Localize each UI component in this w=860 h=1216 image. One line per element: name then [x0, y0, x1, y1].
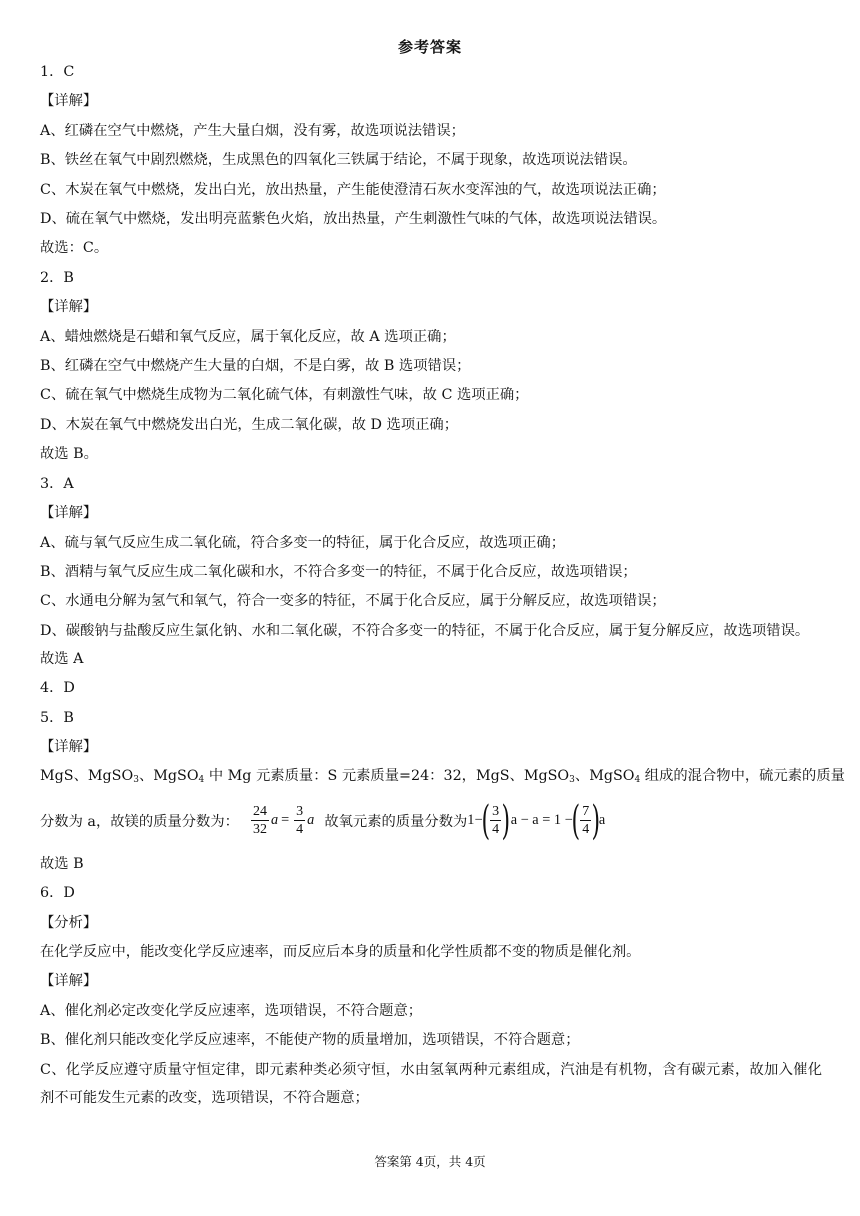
var-a-1: a — [270, 812, 279, 829]
q2-option-d: D、木炭在氧气中燃烧发出白光，生成二氧化碳，故 D 选项正确； — [40, 416, 459, 433]
q5-t1d: 、MgSO — [574, 768, 635, 785]
q1-option-c: C、木炭在氧气中燃烧，发出白光，放出热量，产生能使澄清石灰水变浑浊的气，故选项说法正确； — [40, 181, 666, 198]
frac1-denominator: 32 — [252, 822, 267, 838]
q2-detail-heading: 【详解】 — [40, 299, 98, 316]
q5-sub2: 4 — [198, 775, 205, 786]
left-paren-1: ( — [481, 797, 490, 844]
q5-t1c: 中 Mg 元素质量：S 元素质量=24：32，MgS、MgSO — [204, 768, 570, 785]
answer-content — [40, 58, 845, 1112]
q5-formula-line — [40, 792, 822, 850]
q5-tail2: a — [598, 812, 606, 829]
q3-option-b: B、酒精与氧气反应生成二氧化碳和水，不符合多变一的特征，不属于化合反应，故选项错误； — [40, 563, 637, 580]
frac4-denominator: 4 — [582, 822, 590, 838]
q6-analysis-heading: 【分析】 — [40, 914, 98, 931]
right-paren-2: ) — [591, 797, 601, 844]
equals-sign: = — [281, 812, 290, 829]
var-a-2: a — [307, 812, 315, 829]
fraction-3-4-b — [490, 803, 501, 838]
q2-answer: 故选 B。 — [40, 446, 98, 463]
q1-answer: 故选：C。 — [40, 240, 109, 257]
frac3-numerator: 3 — [492, 804, 500, 820]
page-footer: 答案第 4页，共 4页 — [374, 1154, 486, 1169]
minus-1: − — [474, 812, 483, 829]
q5-t2-mid: 故氧元素的质量分数为 — [324, 813, 468, 830]
q1-detail-heading: 【详解】 — [40, 93, 98, 110]
q6-analysis-text: 在化学反应中，能改变化学反应速率，而反应后本身的质量和化学性质都不变的物质是催化剂。 — [40, 943, 641, 960]
q3-option-d: D、碳酸钠与盐酸反应生氯化钠、水和二氧化碳，不符合多变一的特征，不属于化合反应，属于复分解反应，故选项错误。 — [40, 622, 810, 639]
q5-answer: 故选 B — [40, 855, 84, 872]
right-paren-1: ) — [501, 797, 511, 844]
q6-detail-heading: 【详解】 — [40, 973, 98, 990]
q3-number: 3．A — [40, 475, 74, 492]
q2-option-a: A、蜡烛燃烧是石蜡和氧气反应，属于氧化反应，故 A 选项正确； — [40, 328, 456, 345]
q2-option-b: B、红磷在空气中燃烧产生大量的白烟，不是白雾，故 B 选项错误； — [40, 358, 471, 375]
q5-text-line1 — [40, 762, 845, 791]
q4-number: 4．D — [40, 680, 75, 697]
q5-t1e: 组成的混合物中，硫元素的质量 — [640, 768, 845, 785]
q1-option-a: A、红磷在空气中燃烧，产生大量白烟，没有雾，故选项说法错误； — [40, 122, 465, 139]
q3-answer: 故选 A — [40, 650, 84, 667]
fraction-24-32 — [251, 803, 269, 838]
q6-option-a: A、催化剂必定改变化学反应速率，选项错误，不符合题意； — [40, 1002, 423, 1019]
q5-sub3: 3 — [569, 775, 575, 786]
q1-number: 1．C — [40, 64, 75, 80]
q5-t1b: 、MgSO — [138, 768, 199, 785]
q6-option-c: C、化学反应遵守质量守恒定律，即元素种类必须守恒，水由氢氧两种元素组成，汽油是有机物，含有碳元素，故加入催化剂不可能发生元素的改变，选项错误，不符合题意； — [40, 1061, 822, 1106]
q1-option-d: D、硫在氧气中燃烧，发出明亮蓝紫色火焰，放出热量，产生刺激性气味的气体，故选项说法错误。 — [40, 211, 667, 228]
frac2-denominator: 4 — [296, 822, 304, 838]
q3-detail-heading: 【详解】 — [40, 505, 98, 522]
one-1: 1 — [467, 812, 475, 829]
q6-option-b: B、催化剂只能改变化学反应速率，不能使产物的质量增加，选项错误，不符合题意； — [40, 1032, 580, 1049]
q5-sub4: 4 — [634, 775, 641, 786]
q5-number: 5．B — [40, 709, 74, 726]
q5-tail1: a − a = 1 − — [510, 812, 573, 829]
q3-option-c: C、水通电分解为氢气和氧气，符合一变多的特征，不属于化合反应，属于分解反应，故选项错误； — [40, 593, 666, 610]
fraction-3-4 — [294, 803, 305, 838]
page-title: 参考答案 — [397, 38, 462, 56]
frac3-denominator: 4 — [492, 822, 500, 838]
frac1-numerator: 24 — [252, 804, 267, 820]
q1-option-b: B、铁丝在氧气中剧烈燃烧，生成黑色的四氧化三铁属于结论，不属于现象，故选项说法错误。 — [40, 152, 637, 169]
q2-option-c: C、硫在氧气中燃烧生成物为二氧化硫气体，有刺激性气味，故 C 选项正确； — [40, 387, 529, 404]
frac4-numerator: 7 — [582, 804, 590, 820]
q2-number: 2．B — [40, 269, 74, 286]
left-paren-2: ( — [571, 797, 580, 844]
q6-number: 6．D — [40, 885, 75, 902]
frac2-numerator: 3 — [296, 804, 304, 820]
q5-sub1: 3 — [133, 775, 139, 786]
q5-detail-heading: 【详解】 — [40, 738, 98, 755]
q5-t1a: MgS、MgSO — [40, 768, 134, 785]
q5-t2-prefix: 分数为 a，故镁的质量分数为： — [40, 813, 239, 830]
fraction-7-4 — [580, 803, 591, 838]
q3-option-a: A、硫与氧气反应生成二氧化硫，符合多变一的特征，属于化合反应，故选项正确； — [40, 534, 566, 551]
